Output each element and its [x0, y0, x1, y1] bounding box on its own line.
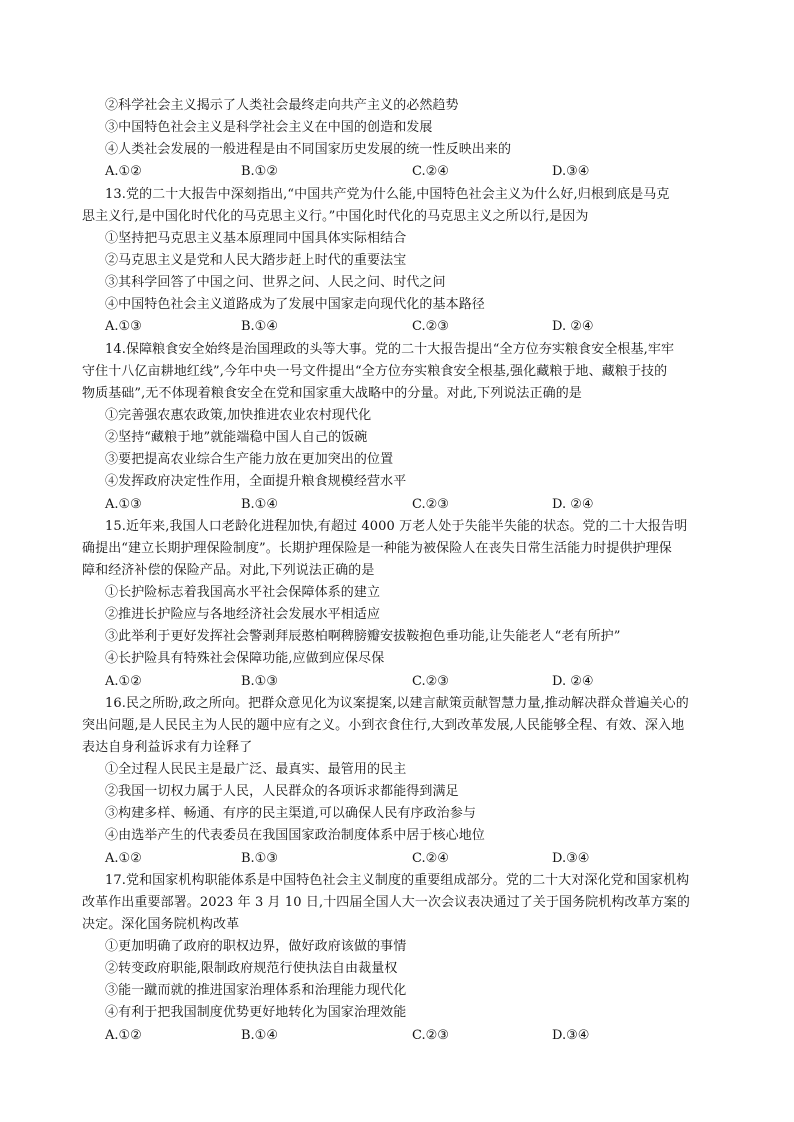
- q17-statement-4: ④有利于把我国制度优势更好地转化为国家治理效能: [105, 1005, 407, 1020]
- q16-option-c: C.②④: [412, 851, 449, 866]
- q16-statement-3: ③构建多样、畅通、有序的民主渠道,可以确保人民有序政治参与: [105, 806, 477, 821]
- q17-option-a: A.①②: [105, 1028, 142, 1043]
- q12-option-b: B.①②: [241, 164, 278, 179]
- q14-options: [105, 496, 705, 514]
- q16-option-d: D.③④: [552, 851, 590, 866]
- q16-statement-4: ④由选举产生的代表委员在我国国家政治制度体系中居于核心地位: [105, 828, 485, 843]
- q14-option-b: B.①④: [241, 497, 278, 512]
- q15-stem-line-1: 15.近年来,我国人口老龄化进程加快,有超过 4000 万老人处于失能半失能的状态。党的二十大报告明: [105, 519, 688, 534]
- q12-option-a: A.①②: [105, 164, 142, 179]
- q12-option-c: C.②④: [412, 164, 449, 179]
- q15-statement-2: ②推进长护险应与各地经济社会发展水平相适应: [105, 607, 381, 622]
- q14-statement-4: ④发挥政府决定性作用，全面提升粮食规模经营水平: [105, 474, 407, 489]
- q14-stem-line-1: 14.保障粮食安全始终是治国理政的头等大事。党的二十大报告提出“全方位夯实粮食安全根基,牢牢: [105, 342, 675, 357]
- q13-statement-1: ①坚持把马克思主义基本原理同中国具体实际相结合: [105, 231, 407, 246]
- q14-statement-2: ②坚持“藏粮于地”就能端稳中国人自己的饭碗: [105, 430, 368, 445]
- q17-option-d: D.③④: [552, 1028, 590, 1043]
- q17-stem-line-2: 改革作出重要部署。2023 年 3 月 10 日,十四届全国人大一次会议表决通过了关于国务院机构改革方案的: [82, 895, 690, 910]
- q15-statement-4: ④长护险具有特殊社会保障功能,应做到应保尽保: [105, 651, 385, 666]
- q16-stem-line-1: 16.民之所盼,政之所向。把群众意见化为议案提案,以建言献策贡献智慧力量,推动解决群众普遍关心的: [105, 696, 689, 711]
- q17-option-b: B.①④: [241, 1028, 278, 1043]
- q16-statement-1: ①全过程人民民主是最广泛、最真实、最管用的民主: [105, 762, 407, 777]
- q15-option-d: D. ②④: [552, 674, 594, 689]
- q13-statement-4: ④中国特色社会主义道路成为了发展中国家走向现代化的基本路径: [105, 297, 485, 312]
- q15-option-a: A.①②: [105, 674, 142, 689]
- q15-option-c: C.②③: [412, 674, 449, 689]
- q13-options: [105, 318, 705, 336]
- q16-options: [105, 850, 705, 868]
- q17-statement-2: ②转变政府职能,限制政府规范行使执法自由裁量权: [105, 961, 398, 976]
- q14-option-d: D. ②④: [552, 497, 594, 512]
- q14-stem-line-2: 守住十八亿亩耕地红线”,今年中央一号文件提出“全方位夯实粮食安全根基,强化藏粮于地、藏粮于技的: [82, 364, 668, 379]
- q16-option-a: A.①②: [105, 851, 142, 866]
- q13-statement-3: ③其科学回答了中国之问、世界之问、人民之问、时代之问: [105, 275, 446, 290]
- q14-option-c: C.②③: [412, 497, 449, 512]
- q17-stem-line-1: 17.党和国家机构职能体系是中国特色社会主义制度的重要组成部分。党的二十大对深化党和国家机构: [105, 873, 690, 888]
- q13-option-d: D. ②④: [552, 319, 594, 334]
- q12-statement-4: ④人类社会发展的一般进程是由不同国家历史发展的统一性反映出来的: [105, 142, 512, 157]
- q16-stem-line-3: 表达自身利益诉求有力诠释了: [82, 740, 253, 755]
- q15-option-b: B.①③: [241, 674, 278, 689]
- q16-stem-line-2: 突出问题,是人民民主为人民的题中应有之义。小到衣食住行,大到改革发展,人民能够全程、有效、深入地: [82, 718, 685, 733]
- q15-stem-line-2: 确提出“建立长期护理保险制度”。长期护理保险是一种能为被保险人在丧失日常生活能力时提供护理保: [82, 541, 672, 556]
- q14-statement-1: ①完善强农惠农政策,加快推进农业农村现代化: [105, 408, 372, 423]
- q13-stem-line-2: 思主义行,是中国化时代化的马克思主义行。”中国化时代化的马克思主义之所以行,是因为: [82, 209, 589, 224]
- q14-statement-3: ③要把提高农业综合生产能力放在更加突出的位置: [105, 452, 394, 467]
- q17-options: [105, 1027, 705, 1045]
- q13-option-c: C.②③: [412, 319, 449, 334]
- q16-option-b: B.①③: [241, 851, 278, 866]
- q13-option-b: B.①④: [241, 319, 278, 334]
- q12-statement-2: ②科学社会主义揭示了人类社会最终走向共产主义的必然趋势: [105, 98, 459, 113]
- q17-statement-3: ③能一蹴而就的推进国家治理体系和治理能力现代化: [105, 983, 407, 998]
- q13-stem-line-1: 13.党的二十大报告中深刻指出,“中国共产党为什么能,中国特色社会主义为什么好,归根到底是马克: [105, 187, 670, 202]
- q12-options: [105, 163, 705, 181]
- q12-statement-3: ③中国特色社会主义是科学社会主义在中国的创造和发展: [105, 120, 433, 135]
- q17-stem-line-3: 决定。深化国务院机构改革: [82, 917, 240, 932]
- q15-statement-1: ①长护险标志着我国高水平社会保障体系的建立: [105, 585, 381, 600]
- q15-statement-3: ③此举利于更好发挥社会警剥拜辰憨柏啊稗膀瓣安拔鞍抱色垂功能,让失能老人“老有所护”: [105, 629, 621, 644]
- q17-statement-1: ①更加明确了政府的职权边界，做好政府该做的事情: [105, 939, 407, 954]
- q13-option-a: A.①③: [105, 319, 142, 334]
- q15-options: [105, 673, 705, 691]
- q14-stem-line-3: 物质基础”,无不体现着粮食安全在党和国家重大战略中的分量。对此,下列说法正确的是: [82, 386, 582, 401]
- q13-statement-2: ②马克思主义是党和人民大踏步赶上时代的重要法宝: [105, 253, 407, 268]
- q15-stem-line-3: 障和经济补偿的保险产品。对此,下列说法正确的是: [82, 563, 375, 578]
- q14-option-a: A.①③: [105, 497, 142, 512]
- q17-option-c: C.②③: [412, 1028, 449, 1043]
- q16-statement-2: ②我国一切权力属于人民，人民群众的各项诉求都能得到满足: [105, 784, 459, 799]
- q12-option-d: D.③④: [552, 164, 590, 179]
